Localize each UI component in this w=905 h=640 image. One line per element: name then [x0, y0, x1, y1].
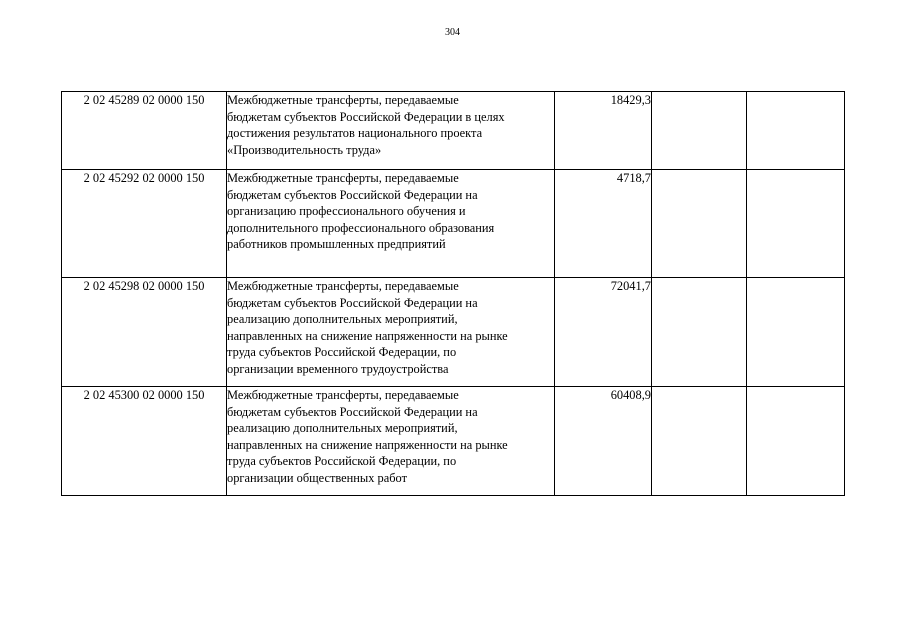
empty-cell [747, 278, 845, 387]
budget-code-cell: 2 02 45300 02 0000 150 [62, 387, 227, 496]
amount-cell: 4718,7 [555, 170, 652, 278]
budget-code-cell: 2 02 45292 02 0000 150 [62, 170, 227, 278]
empty-cell [747, 387, 845, 496]
transfer-name-line: направленных на снижение напряженности на рынке [227, 328, 508, 343]
budget-code-cell: 2 02 45289 02 0000 150 [62, 92, 227, 170]
table-row [62, 170, 845, 278]
transfer-name-line: бюджетам субъектов Российской Федерации в целях [227, 109, 505, 124]
transfer-name-line: реализацию дополнительных мероприятий, [227, 421, 458, 436]
transfer-name-line: Межбюджетные трансферты, передаваемые [227, 279, 459, 293]
transfer-name-line: Межбюджетные трансферты, передаваемые [227, 171, 459, 185]
transfer-name-line: бюджетам субъектов Российской Федерации на [227, 404, 478, 419]
table-row [62, 92, 845, 170]
budget-transfers-table [61, 91, 845, 496]
transfer-name-cell [227, 278, 555, 387]
empty-cell [652, 170, 747, 278]
page-number: 304 [445, 27, 460, 38]
transfer-name-line: труда субъектов Российской Федерации, по [227, 454, 457, 469]
amount-cell: 72041,7 [555, 278, 652, 387]
transfer-name-line: организацию профессионального обучения и [227, 204, 466, 219]
empty-cell [747, 92, 845, 170]
amount-cell: 60408,9 [555, 387, 652, 496]
transfer-name-line: организации временного трудоустройства [227, 361, 449, 376]
transfer-name-line: бюджетам субъектов Российской Федерации на [227, 187, 478, 202]
table-row [62, 278, 845, 387]
amount-cell: 18429,3 [555, 92, 652, 170]
empty-cell [652, 387, 747, 496]
transfer-name-line: направленных на снижение напряженности на рынке [227, 437, 508, 452]
transfer-name-line: достижения результатов национального проекта [227, 126, 483, 141]
transfer-name-line: дополнительного профессионального образования [227, 220, 495, 235]
transfer-name-line: Межбюджетные трансферты, передаваемые [227, 388, 459, 402]
empty-cell [747, 170, 845, 278]
transfer-name-cell [227, 387, 555, 496]
empty-cell [652, 92, 747, 170]
transfer-name-line: работников промышленных предприятий [227, 237, 446, 252]
transfer-name-line: бюджетам субъектов Российской Федерации на [227, 295, 478, 310]
transfer-name-line: «Производительность труда» [227, 142, 382, 157]
transfer-name-line: труда субъектов Российской Федерации, по [227, 345, 457, 360]
transfer-name-cell [227, 170, 555, 278]
transfer-name-line: реализацию дополнительных мероприятий, [227, 312, 458, 327]
transfer-name-line: Межбюджетные трансферты, передаваемые [227, 93, 459, 107]
budget-code-cell: 2 02 45298 02 0000 150 [62, 278, 227, 387]
table-row [62, 387, 845, 496]
transfer-name-line: организации общественных работ [227, 470, 407, 485]
transfer-name-cell [227, 92, 555, 170]
empty-cell [652, 278, 747, 387]
